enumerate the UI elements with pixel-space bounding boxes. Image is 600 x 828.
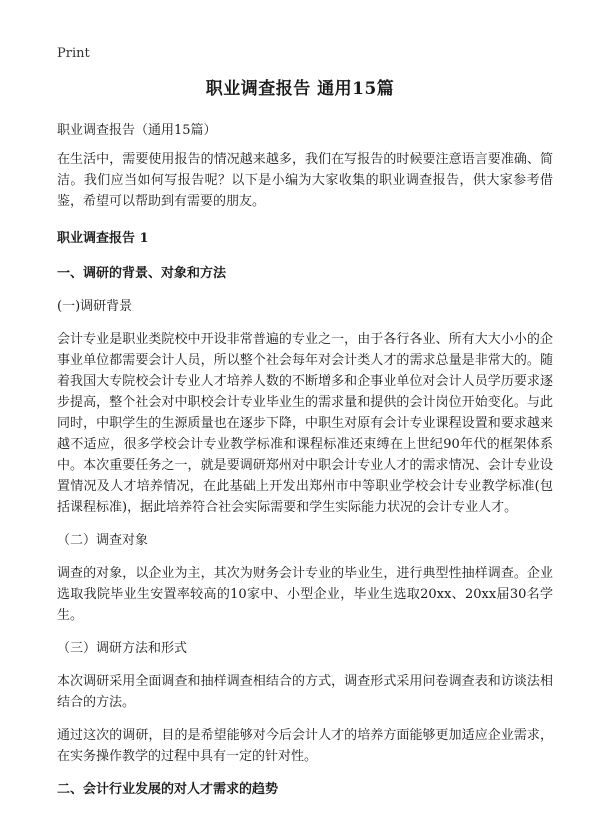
document-subtitle: 职业调查报告（通用15篇）	[57, 123, 217, 138]
print-link[interactable]: Print	[57, 46, 90, 61]
section-heading-1: 一、调研的背景、对象和方法	[57, 266, 227, 281]
subsection-heading-subjects: （二）调查对象	[57, 533, 149, 548]
document-body	[57, 120, 553, 812]
purpose-paragraph: 通过这次的调研，目的是希望能够对今后会计人才的培养方面能够更加适应企业需求，在实务操作教学的过程中具有一定的针对性。	[57, 728, 553, 764]
report-heading: 职业调查报告 1	[57, 231, 149, 246]
background-paragraph: 会计专业是职业类院校中开设非常普遍的专业之一，由于各行各业、所有大大小小的企事业单位都需要会计人员，所以整个社会每年对会计类人才的需求总量是非常大的。随着我国大专院校会计专业人才培养人数的不断增多和企事业单位对会计人员学历要求逐步提高，整个社会对中职校会计专业毕业生的需求量和提供的会计岗位开始变化。与此同时，中职学生的生源质量也在逐步下降，中职生对原有会计专业课程设置和要求越来越不适应，很多学校会计专业教学标准和课程标准还束缚在上世纪90年代的框架体系中。本次重要任务之一，就是要调研郑州对中职会计专业人才的需求情况、会计专业设置情况及人才培养情况，在此基础上开发出郑州市中等职业学校会计专业教学标准(包括课程标准)，据此培养符合社会实际需要和学生实际能力状况的会计专业人才。	[57, 332, 553, 515]
subjects-paragraph: 调查的对象，以企业为主，其次为财务会计专业的毕业生，进行典型性抽样调查。企业选取我院毕业生安置率较高的10家中、小型企业，毕业生选取20xx、20xx届30名学生。	[57, 566, 553, 623]
methods-paragraph: 本次调研采用全面调查和抽样调查相结合的方式，调查形式采用问卷调查表和访谈法相结合的方法。	[57, 674, 553, 710]
intro-paragraph: 在生活中，需要使用报告的情况越来越多，我们在写报告的时候要注意语言要准确、简洁。我们应当如何写报告呢？以下是小编为大家收集的职业调查报告，供大家参考借鉴，希望可以帮助到有需要的朋友。	[57, 152, 553, 209]
page-title: 职业调查报告 通用15篇	[205, 79, 395, 99]
subsection-heading-background: (一)调研背景	[57, 299, 133, 314]
subsection-heading-methods: （三）调研方法和形式	[57, 641, 188, 656]
section-heading-2: 二、会计行业发展的对人才需求的趋势	[57, 782, 279, 797]
